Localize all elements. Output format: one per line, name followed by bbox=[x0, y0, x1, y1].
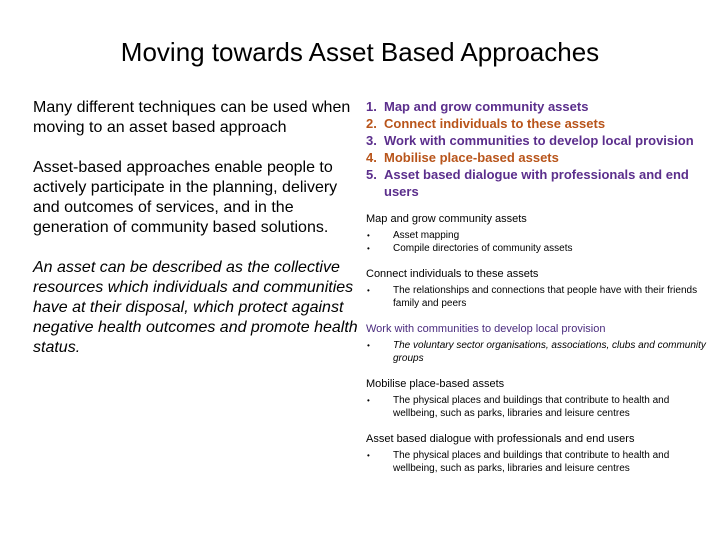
bullet-icon: • bbox=[367, 231, 370, 240]
section-bullets bbox=[364, 449, 709, 475]
section-map-assets bbox=[364, 212, 709, 255]
section-heading: Work with communities to develop local provision bbox=[366, 323, 606, 335]
bullet-icon: • bbox=[367, 341, 370, 350]
section-bullets bbox=[364, 339, 709, 365]
step-item bbox=[364, 132, 709, 149]
section-bullets bbox=[364, 284, 709, 310]
bullet-item bbox=[364, 449, 709, 475]
bullet-text: The relationships and connections that people have with their friends family and peers bbox=[393, 285, 698, 309]
bullet-item bbox=[364, 229, 709, 242]
bullet-item bbox=[364, 339, 709, 365]
step-text: Map and grow community assets bbox=[384, 99, 589, 114]
asset-definition-paragraph: An asset can be described as the collective resources which individuals and communities have at their disposal, which protect against negative health outcomes and promote health status. bbox=[33, 259, 358, 356]
bullet-icon: • bbox=[367, 451, 370, 460]
section-heading: Connect individuals to these assets bbox=[366, 268, 539, 280]
section-connect-individuals bbox=[364, 267, 709, 310]
bullet-text: The voluntary sector organisations, associations, clubs and community groups bbox=[393, 340, 706, 364]
bullet-text: The physical places and buildings that contribute to health and wellbeing, such as parks, libraries and leisure centres bbox=[393, 395, 670, 419]
section-bullets bbox=[364, 394, 709, 420]
step-number: 5. bbox=[366, 167, 377, 182]
bullet-item bbox=[364, 284, 709, 310]
right-column bbox=[364, 98, 709, 475]
bullet-item bbox=[364, 394, 709, 420]
page-title: Moving towards Asset Based Approaches bbox=[120, 37, 600, 67]
section-heading: Asset based dialogue with professionals and end users bbox=[366, 433, 635, 445]
section-heading: Map and grow community assets bbox=[366, 213, 527, 225]
bullet-icon: • bbox=[367, 244, 370, 253]
step-item bbox=[364, 166, 709, 200]
bullet-text: Asset mapping bbox=[393, 230, 460, 241]
asset-based-paragraph: Asset-based approaches enable people to actively participate in the planning, delivery and outcomes of services, and in the generation of community based solutions. bbox=[33, 159, 338, 236]
step-number: 3. bbox=[366, 133, 377, 148]
bullet-item bbox=[364, 242, 709, 255]
step-text: Connect individuals to these assets bbox=[384, 116, 606, 131]
bullet-icon: • bbox=[367, 286, 370, 295]
bullet-icon: • bbox=[367, 396, 370, 405]
steps-list bbox=[364, 98, 709, 200]
section-asset-dialogue bbox=[364, 432, 709, 475]
step-item bbox=[364, 98, 709, 115]
step-number: 1. bbox=[366, 99, 377, 114]
left-column bbox=[33, 98, 358, 358]
section-bullets bbox=[364, 229, 709, 255]
step-text: Work with communities to develop local provision bbox=[384, 133, 694, 148]
bullet-text: Compile directories of community assets bbox=[393, 243, 573, 254]
step-text: Mobilise place-based assets bbox=[384, 150, 559, 165]
step-number: 2. bbox=[366, 116, 377, 131]
step-item bbox=[364, 149, 709, 166]
intro-paragraph: Many different techniques can be used when moving to an asset based approach bbox=[33, 99, 351, 136]
step-item bbox=[364, 115, 709, 132]
step-number: 4. bbox=[366, 150, 377, 165]
section-mobilise-place-based bbox=[364, 377, 709, 420]
section-work-with-communities bbox=[364, 322, 709, 365]
step-text: Asset based dialogue with professionals and end users bbox=[384, 167, 689, 199]
section-heading: Mobilise place-based assets bbox=[366, 378, 505, 390]
bullet-text: The physical places and buildings that contribute to health and wellbeing, such as parks, libraries and leisure centres bbox=[393, 450, 670, 474]
